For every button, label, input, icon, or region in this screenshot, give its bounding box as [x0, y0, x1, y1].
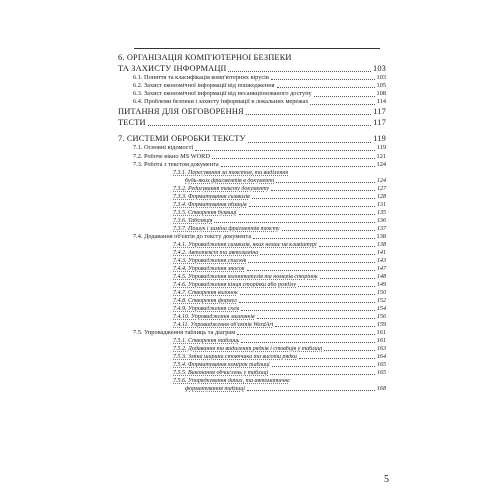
- toc-subentry[interactable]: 7.3.5. Створення буквиці 135: [173, 210, 386, 217]
- toc-subentry[interactable]: 7.4.4. Упровадження зносок 147: [173, 266, 386, 273]
- discussion-questions-entry[interactable]: ПИТАННЯ ДЛЯ ОБГОВОРЕННЯ 117: [118, 106, 386, 116]
- toc-subentry[interactable]: 7.5.4. Форматування комірок таблиці 165: [173, 362, 386, 369]
- toc-subentry[interactable]: 7.5.3. Зміна ширини стовпчика та висоти рядка 164: [173, 354, 386, 361]
- toc-entry[interactable]: 7.1. Основні відомості 119: [133, 144, 386, 152]
- toc-entry[interactable]: 7.3. Робота з текстом документа 124: [133, 160, 386, 168]
- toc-subentry[interactable]: 7.4.8. Створення формул 152: [173, 298, 386, 305]
- toc-subentry[interactable]: 7.3.2. Редагування тексту документу 127: [173, 186, 386, 193]
- toc-subentry[interactable]: 7.3.1. Пересування за текстом, та виділення: [173, 170, 289, 177]
- table-of-contents: [118, 52, 386, 392]
- toc-entry[interactable]: 6.4. Проблеми безпеки і захисту інформації в локальних мережах 114: [133, 98, 386, 106]
- toc-entry[interactable]: 7.5. Упровадження таблиць та діаграм 161: [133, 329, 386, 337]
- toc-subentry[interactable]: 7.3.4. Форматування абзаців 131: [173, 202, 386, 209]
- toc-subentry[interactable]: 7.4.6. Упровадження кінця сторінки або розділу 149: [173, 282, 386, 289]
- toc-entry[interactable]: 7.2. Робоче вікно MS WORD 121: [133, 152, 386, 160]
- toc-entry[interactable]: 6.2. Захист економічної інформації від пошкодження 105: [133, 82, 386, 90]
- toc-entry[interactable]: 6.3. Захист економічної інформації від несанкціонованого доступу 108: [133, 90, 386, 98]
- toc-subentry[interactable]: 7.3.7. Пошук і заміна фрагментів тексту 137: [173, 226, 386, 233]
- toc-entry[interactable]: 6.1. Поняття та класифікація комп'ютерних вірусів 103: [133, 73, 386, 81]
- toc-subentry[interactable]: 7.4.5. Упровадження колонтитулів та номерів сторінок 148: [173, 274, 386, 281]
- toc-subentry[interactable]: 7.3.6. Табуляція 136: [173, 218, 386, 225]
- chapter-7-title[interactable]: 7. СИСТЕМИ ОБРОБКИ ТЕКСТУ 119: [118, 134, 386, 144]
- toc-subentry[interactable]: 7.4.7. Створення колонок 150: [173, 290, 386, 297]
- page-number: 5: [384, 474, 389, 485]
- toc-subentry-continued[interactable]: форматування таблиці 168: [185, 386, 386, 393]
- chapter-6-title-line1[interactable]: 6. ОРГАНІЗАЦІЯ КОМП'ЮТЕРНОЇ БЕЗПЕКИ: [118, 53, 292, 62]
- toc-subentry[interactable]: 7.4.9. Упровадження схем 154: [173, 306, 386, 313]
- leader-dots: [228, 71, 371, 72]
- toc-subentry[interactable]: 7.5.5. Виконання обчислень у таблиці 165: [173, 370, 386, 377]
- tests-entry[interactable]: ТЕСТИ 117: [118, 117, 386, 127]
- toc-subentry[interactable]: 7.4.3. Упровадження списків 143: [173, 258, 386, 265]
- toc-entry[interactable]: 7.4. Додавання об'єктів до тексту документа 138: [133, 232, 386, 240]
- toc-subentry[interactable]: 7.4.1. Упровадження символів, яких немає на клавіатурі 138: [173, 242, 386, 249]
- toc-subentry[interactable]: 7.5.1. Створення таблиць 161: [173, 338, 386, 345]
- chapter-6-title-line2[interactable]: ТА ЗАХИСТУ ІНФОРМАЦІЇ 103: [118, 63, 386, 73]
- toc-subentry[interactable]: 7.5.2. Додавання та видалення рядків і стовбців у таблиці 163: [173, 346, 386, 353]
- toc-subentry[interactable]: 7.3.3. Форматування символів 128: [173, 194, 386, 201]
- toc-subentry[interactable]: 7.4.10. Упровадження малюнків 156: [173, 314, 386, 321]
- top-rule: [134, 48, 380, 49]
- toc-subentry[interactable]: 7.5.6. Упорядкування даних, та автоматичне: [173, 378, 290, 385]
- toc-subentry[interactable]: 7.4.2. Автотекст та автозаміна 141: [173, 250, 386, 257]
- toc-subentry-continued[interactable]: будь-яких фрагментів в документі 124: [185, 178, 386, 185]
- toc-subentry[interactable]: 7.4.11. Упровадження об'єктів WordArt 159: [173, 322, 386, 329]
